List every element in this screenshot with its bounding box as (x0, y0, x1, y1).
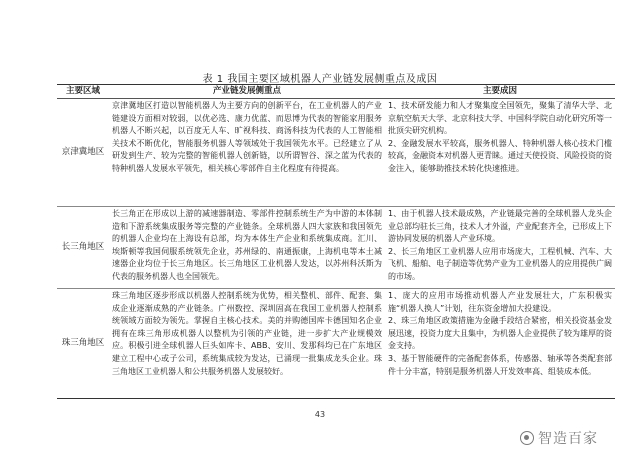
cause-cell: 1、技术研发能力和人才聚集度全国领先，聚集了清华大学、北京航空航天大学、北京科技大学、中国科学院自动化研究所等一批顶尖研究机构。 2、金融发展水平较高，服务机器人、特种机器人核心技术门槛较高，金融资本对机器人更青睐。通过天使投资、风险投资的资金注入，能够助推技术转化快速推进。 (385, 99, 615, 207)
focus-cell: 长三角正在形成以上游的减速器制造、零部件控制系统生产为中游的本体制造和下游系统集成服务等完整的产业链条。全球机器人四大家族和我国领先的机器人企业均在上海设有总部，均为本体生产企业和系统集成商。汇川、埃斯顿等我国伺服系统领先企业，苏州绿的、南通振康，上海机电等本土减速器企业均位于长三角地区。长三角地区工业机器人发达，以苏州科沃斯为代表的服务机器人也全国领先。 (109, 207, 385, 289)
cause-cell: 1、庞大的应用市场推动机器人产业发展壮大，广东积极实施“机器人换人”计划，往东资金增加大投建设。 2、珠三角地区政策措施为金融手段结合紧密，相关投资基金发展迅速，投资力度大且集中，为机器人企业提供了较为雄厚的资金支持。 3、基于智能硬件的完备配套体系，传感器、轴承等各类配套部件十分丰富，特别是服务机器人开发效率高、组装成本低。 (385, 289, 615, 399)
cause-cell: 1、由于机器人技术最成熟，产业链最完善的全球机器人龙头企业总部均驻长三角，技术人才外溢，产业配套齐全，已形成上下游协同发展的机器人产业环境。 2、长三角地区工业机器人应用市场庞大，工程机械、汽车、大飞机、船舶、电子制造等优势产业为工业机器人的应用提供广阔的市场。 (385, 207, 615, 289)
table-row (57, 207, 615, 289)
wechat-logo-icon (520, 431, 534, 445)
header-focus: 产业链发展侧重点 (109, 85, 385, 99)
header-cause: 主要成因 (385, 85, 615, 99)
header-region: 主要区域 (57, 85, 109, 99)
table-row (57, 99, 615, 207)
table-caption: 表 1 我国主要区域机器人产业链发展侧重点及成因 (202, 74, 438, 85)
watermark-text: 智造百家 (538, 431, 598, 447)
region-cell: 长三角地区 (57, 207, 109, 289)
table-row (57, 289, 615, 399)
focus-cell: 京津冀地区打造以智能机器人为主要方向的创新平台，在工业机器人的产业链建设方面相对较弱，以优必选、康力优蓝、而思博为代表的智能家用服务机器人不断兴起，以百度无人车、旷视科技、商汤科技为代表的人工智能相关技术不断优化，智能服务机器人等领域处于我国领先水平。已经建立了从研发到生产、较为完整的智能机器人创新链，以所谓智谷、深之蓝为代表的特种机器人发展水平领先，相关核心零部件自主化程度有待提高。 (109, 99, 385, 207)
region-cell: 京津冀地区 (57, 99, 109, 207)
page-number: 43 (314, 410, 326, 419)
data-table (57, 84, 615, 399)
table-header-row (57, 85, 615, 99)
focus-cell: 珠三角地区逐步形成以机器人控制系统为优势，相关整机、部件、配套、集成企业逐渐成熟的产业链条。广州数控、深圳固高在我国工业机器人控制系统领域方面较为领先。掌握自主核心技术。美的并购德国库卡德国知名企业拥有在珠三角形成机器人以整机为引领的产业链，进一步扩大产业规模效应。积极引进全球机器人巨头如库卡、ABB、安川、发那科均已在广东地区建立工程中心或子公司，系统集成较为发达，已涌现一批集成龙头企业。珠三角地区工业机器人和公共服务机器人发展较好。 (109, 289, 385, 399)
watermark (520, 428, 598, 448)
region-cell: 珠三角地区 (57, 289, 109, 399)
